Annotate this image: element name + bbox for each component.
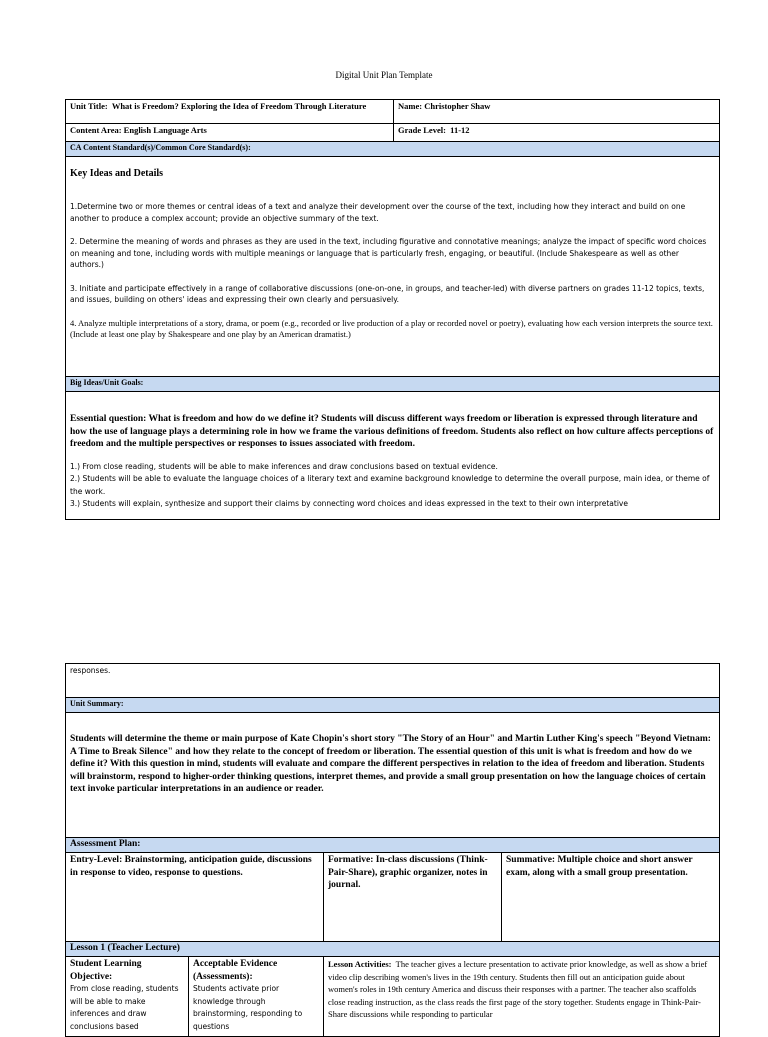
grade-level-label: Grade Level:: [398, 125, 446, 135]
formative-assessment: Formative: In-class discussions (Think-Pair-Share), graphic organizer, notes in journal.: [324, 853, 502, 942]
unit-summary-text: Students will determine the theme or main purpose of Kate Chopin's short story "The Story of an Hour" and Martin Luther King's speech "Beyond Vietnam: A Time to Break Silence" and how they relate to the concept of freedom or liberation. The essential question of this unit is what is freedom and how do we define it? With this question in mind, students will evaluate and compare the different perspectives in relation to the idea of freedom and liberation. Students will brainstorm, respond to higher-order thinking questions, interpret themes, and provide a small group presentation on how the language choices of certain text invoke particular interpretations in an audience or reader.: [66, 713, 720, 838]
acceptable-evidence-text: Students activate prior knowledge through brainstorming, responding to questions: [193, 984, 303, 1031]
learning-objective-label: Student Learning Objective:: [70, 959, 142, 982]
assessment-plan-header: Assessment Plan:: [66, 838, 720, 853]
unit-title-cell: [66, 100, 394, 124]
unit-plan-table-page1: [65, 99, 720, 520]
content-area-value: English Language Arts: [123, 125, 207, 135]
learning-objective-cell: [66, 957, 189, 1037]
entry-level-assessment: Entry-Level: Brainstorming, anticipation guide, discussions in response to video, response to questions.: [66, 853, 324, 942]
summative-assessment: Summative: Multiple choice and short answer exam, along with a small group presentation.: [502, 853, 720, 942]
lesson-activities-cell: [324, 957, 720, 1037]
lesson-activities-text: The teacher gives a lecture presentation to activate prior knowledge, as well as show a brief video clip describing women's lives in the 19th century. Students then fill out an anticipation guide about women's roles in 19th century America and discuss their responses with a partner. The teacher also scaffolds close reading instruction, as the class reads the first page of the story together. Students engage in Think-Pair-Share discussions while responding to particular: [328, 959, 708, 1019]
name-label: Name:: [398, 101, 423, 111]
acceptable-evidence-cell: [189, 957, 324, 1037]
acceptable-evidence-label: Acceptable Evidence (Assessments):: [193, 959, 278, 982]
big-ideas-cell: [66, 392, 720, 520]
name-cell: [394, 100, 720, 124]
grade-level-value: 11-12: [450, 125, 470, 135]
standard-item: 4. Analyze multiple interpretations of a story, drama, or poem (e.g., recorded or live production of a play or recorded novel or poetry), evaluating how each version interprets the source text. (Include at least one play by Shakespeare and one play by an American dramatist.): [70, 317, 713, 339]
content-area-cell: [66, 124, 394, 142]
content-area-label: Content Area:: [70, 125, 122, 135]
standards-header: CA Content Standard(s)/Common Core Standard(s):: [66, 142, 720, 157]
unit-plan-table-page2: [65, 663, 720, 1037]
grade-level-cell: [394, 124, 720, 142]
standard-item: 2. Determine the meaning of words and phrases as they are used in the text, including figurative and connotative meanings; analyze the impact of specific word choices on meaning and tone, including words with multiple meanings or language that is particularly fresh, engaging, or beautiful. (Include Shakespeare as well as other authors.): [70, 237, 707, 269]
standards-list: [70, 201, 715, 306]
goals-continued: responses.: [66, 664, 720, 698]
standard-item: 1.Determine two or more themes or central ideas of a text and analyze their development over the course of the text, including how they interact and build on one another to produce a complex account; provide an objective summary of the text.: [70, 202, 686, 223]
learning-objective-text: From close reading, students will be able to make inferences and draw conclusions based: [70, 984, 179, 1031]
big-ideas-header: Big Ideas/Unit Goals:: [66, 377, 720, 392]
goal-item: 2.) Students will be able to evaluate the language choices of a literary text and examine background knowledge to determine the overall purpose, main idea, or theme of the work.: [70, 474, 710, 496]
unit-title-label: Unit Title:: [70, 101, 108, 111]
goal-item: 3.) Students will explain, synthesize and support their claims by connecting word choices and ideas expressed in the text to their own interpretative: [70, 499, 628, 508]
standards-cell: [66, 157, 720, 377]
lesson-activities-label: Lesson Activities:: [328, 959, 392, 969]
goal-item: 1.) From close reading, students will be able to make inferences and draw conclusions based on textual evidence.: [70, 461, 498, 471]
lesson-1-header: Lesson 1 (Teacher Lecture): [66, 942, 720, 957]
name-value: Christopher Shaw: [424, 101, 491, 111]
essential-question: Essential question: What is freedom and how do we define it? Students will discuss different ways freedom or liberation is expressed through literature and how the use of language plays a determining role in how we frame the various definitions of freedom. Students also reflect on how culture affects perceptions of freedom and the multiple perspectives or responses to issues associated with freedom.: [70, 414, 714, 449]
unit-summary-header: Unit Summary:: [66, 698, 720, 713]
standard-item: 3. Initiate and participate effectively in a range of collaborative discussions (one-on-one, in groups, and teacher-led) with diverse partners on grades 11-12 topics, texts, and issues, building on others' ideas and expressing their own clearly and persuasively.: [70, 283, 705, 304]
document-title: Digital Unit Plan Template: [335, 70, 433, 80]
unit-title-value: What is Freedom? Exploring the Idea of Freedom Through Literature: [111, 101, 367, 111]
key-ideas-heading: Key Ideas and Details: [70, 168, 164, 179]
